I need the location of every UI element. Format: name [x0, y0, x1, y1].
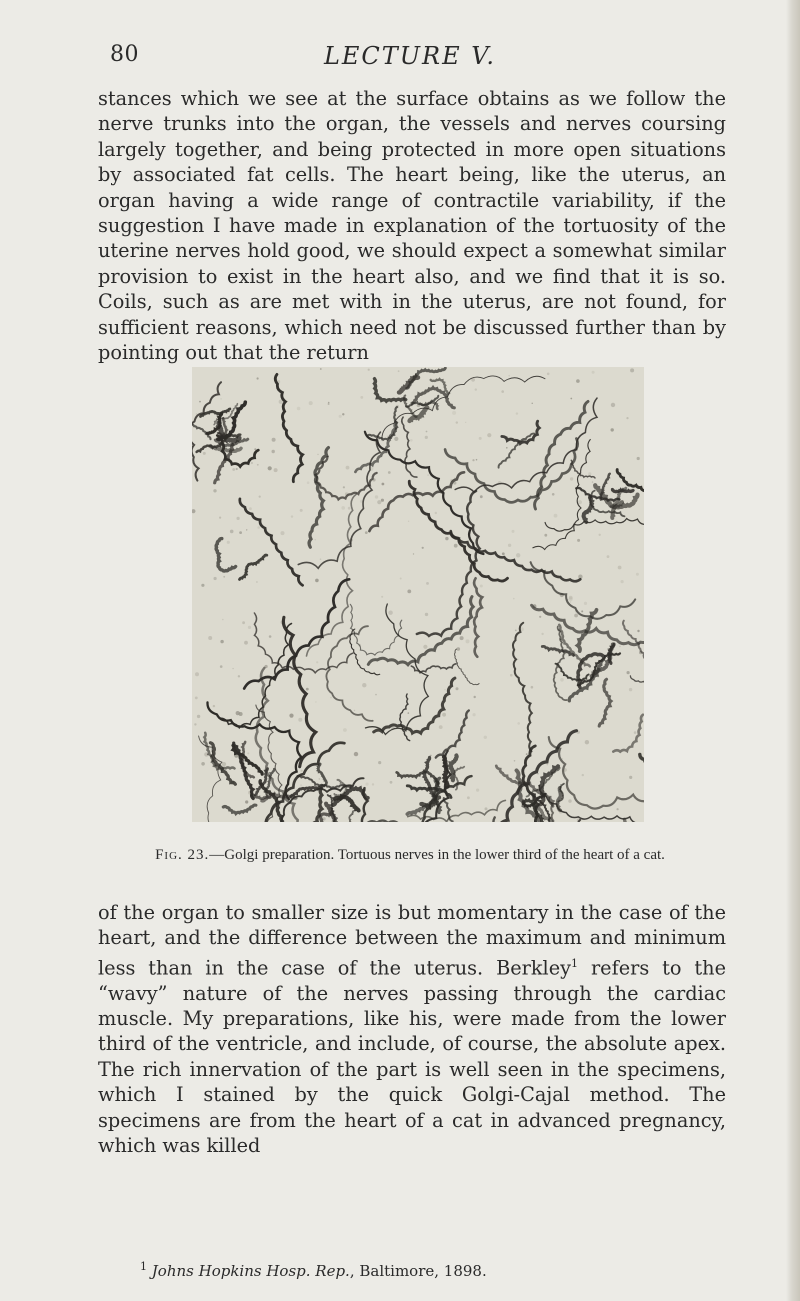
paragraph-bottom-end: refers to the “wavy” nature of the nerves passing through the cardiac muscle. My preparations, like his, were made from the lower third of the ventricle, and include, of course, the absolute apex. The rich innervation of the part is well seen in the specimens, which I stained by the quick Golgi-Cajal method. The specimens are from the heart of a cat in advanced pregnancy, which was killed: [98, 956, 726, 1158]
page-number: 80: [110, 42, 139, 67]
figure-label: Fig. 23.: [155, 847, 210, 863]
page-edge-shadow: [786, 0, 800, 1301]
figure-golgi-micrograph: [192, 367, 644, 822]
footnote: [140, 1258, 740, 1280]
paragraph-top: stances which we see at the surface obtains as we follow the nerve trunks into the organ, the vessels and nerves coursing largely together, and being protected in more open situations by associated fat cells. The heart being, like the uterus, an organ having a wide range of contractile variability, if the suggestion I have made in explanation of the tortuosity of the uterine nerves hold good, we should expect a somewhat similar provision to exist in the heart also, and we find that it is so. Coils, such as are met with in the uterus, are not found, for sufficient reasons, which need not be discussed further than by pointing out that the return: [98, 87, 726, 365]
paragraph-bottom-start: of the organ to smaller size is but momentary in the case of the heart, and the difference between the maximum and minimum less than in the case of the uterus. Berkley: [98, 901, 726, 980]
footnote-mark: 1: [140, 1260, 147, 1273]
paragraph-bottom: [98, 900, 726, 1158]
figure-caption-text: —Golgi preparation. Tortuous nerves in the lower third of the heart of a cat.: [209, 847, 665, 863]
figure-caption: [130, 846, 690, 865]
micrograph-image: [192, 367, 644, 822]
footnote-details: , Baltimore, 1898.: [349, 1262, 487, 1280]
footnote-reference: 1: [571, 956, 579, 970]
footnote-source: Johns Hopkins Hosp. Rep.: [151, 1262, 350, 1280]
running-title: LECTURE V.: [323, 42, 497, 70]
running-head: [110, 42, 710, 72]
